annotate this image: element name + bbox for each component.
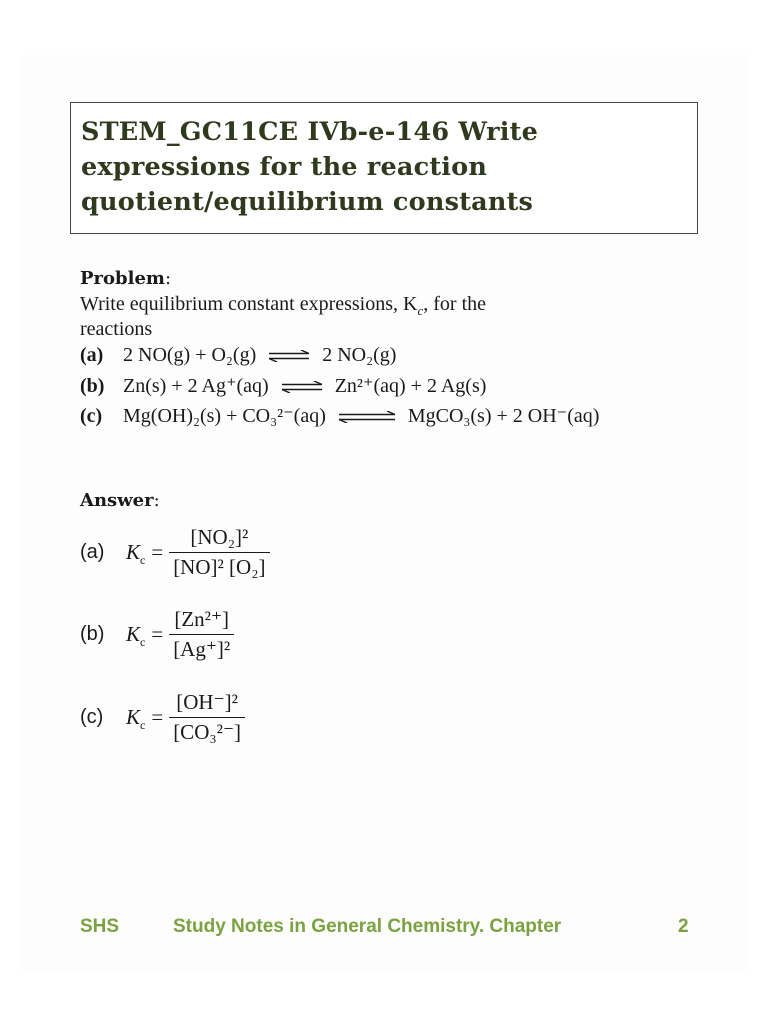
problem-label: Problem xyxy=(80,268,165,289)
fraction-numerator: [OH⁻]² xyxy=(176,690,238,714)
kc-symbol: $K_c$ xyxy=(126,622,146,650)
reaction-products: MgCO₃(s) + 2 OH⁻(aq) xyxy=(407,405,600,427)
answer-tag: (c) xyxy=(80,706,104,728)
title-box xyxy=(70,102,698,234)
kc-fraction xyxy=(169,607,234,662)
reaction-c xyxy=(80,403,599,428)
reaction-products: Zn²⁺(aq) + 2 Ag(s) xyxy=(334,375,487,397)
reaction-reactants: Zn(s) + 2 Ag⁺(aq) xyxy=(123,375,269,397)
fraction-numerator: [Zn²⁺] xyxy=(174,607,230,631)
answer-label: Answer xyxy=(80,490,154,511)
problem-text-line-2: reactions xyxy=(80,318,153,340)
answer-tag: (a) xyxy=(80,541,105,563)
title-line-3: quotient/equilibrium constants xyxy=(81,187,534,217)
problem-statement xyxy=(80,292,700,342)
fraction-bar xyxy=(169,717,245,718)
equilibrium-arrow-icon xyxy=(267,350,311,362)
title-line-1: STEM_GC11CE IVb-e-146 Write xyxy=(81,117,539,147)
footer-center: Study Notes in General Chemistry. Chapter xyxy=(173,916,562,937)
kc-symbol: $K_c$ xyxy=(126,540,146,568)
fraction-bar xyxy=(169,552,269,553)
problem-kc-subscript: c xyxy=(417,303,424,318)
kc-fraction xyxy=(169,525,269,580)
reaction-tag: (a) xyxy=(80,344,104,366)
fraction-denominator: [CO₃²⁻] xyxy=(173,720,242,744)
kc-symbol: $K_c$ xyxy=(126,705,146,733)
reaction-reactants: 2 NO(g) + O₂(g) xyxy=(123,344,257,366)
reaction-tag: (b) xyxy=(80,375,105,397)
answer-tag: (b) xyxy=(80,623,105,645)
kc-fraction xyxy=(169,690,245,745)
answer-heading: Answer: xyxy=(80,490,160,511)
page-number: 2 xyxy=(678,916,689,937)
problem-text-line-1-end: , for the xyxy=(423,293,487,315)
problem-heading: Problem: xyxy=(80,268,172,289)
reaction-tag: (c) xyxy=(80,405,103,427)
answer-a: (a) $K_c$ = $\frac{\text{[NO₂]²}}{\text{[NO]² [O₂]}}$ xyxy=(80,525,270,580)
problem-text-line-1: Write equilibrium constant expressions, K xyxy=(80,293,418,315)
fraction-denominator: [NO]² [O₂] xyxy=(173,555,266,579)
fraction-numerator: [NO₂]² xyxy=(190,525,249,549)
reaction-products: 2 NO₂(g) xyxy=(322,344,397,366)
equilibrium-arrow-icon xyxy=(337,411,397,423)
reaction-reactants: Mg(OH)₂(s) + CO₃²⁻(aq) xyxy=(123,405,326,427)
reaction-a xyxy=(80,344,396,367)
equilibrium-arrow-icon xyxy=(280,381,324,393)
reaction-b xyxy=(80,373,486,398)
fraction-bar xyxy=(169,634,234,635)
footer-left: SHS xyxy=(80,916,120,937)
title-line-2: expressions for the reaction xyxy=(81,152,488,182)
answer-b: (b) $K_c$ = $\frac{\text{[Zn²⁺]}}{\text{[Ag⁺]²}}$ xyxy=(80,607,234,662)
answer-c: (c) $K_c$ = $\frac{\text{[OH⁻]²}}{\text{[CO₃²⁻]}}$ xyxy=(80,690,245,745)
fraction-denominator: [Ag⁺]² xyxy=(173,637,231,661)
